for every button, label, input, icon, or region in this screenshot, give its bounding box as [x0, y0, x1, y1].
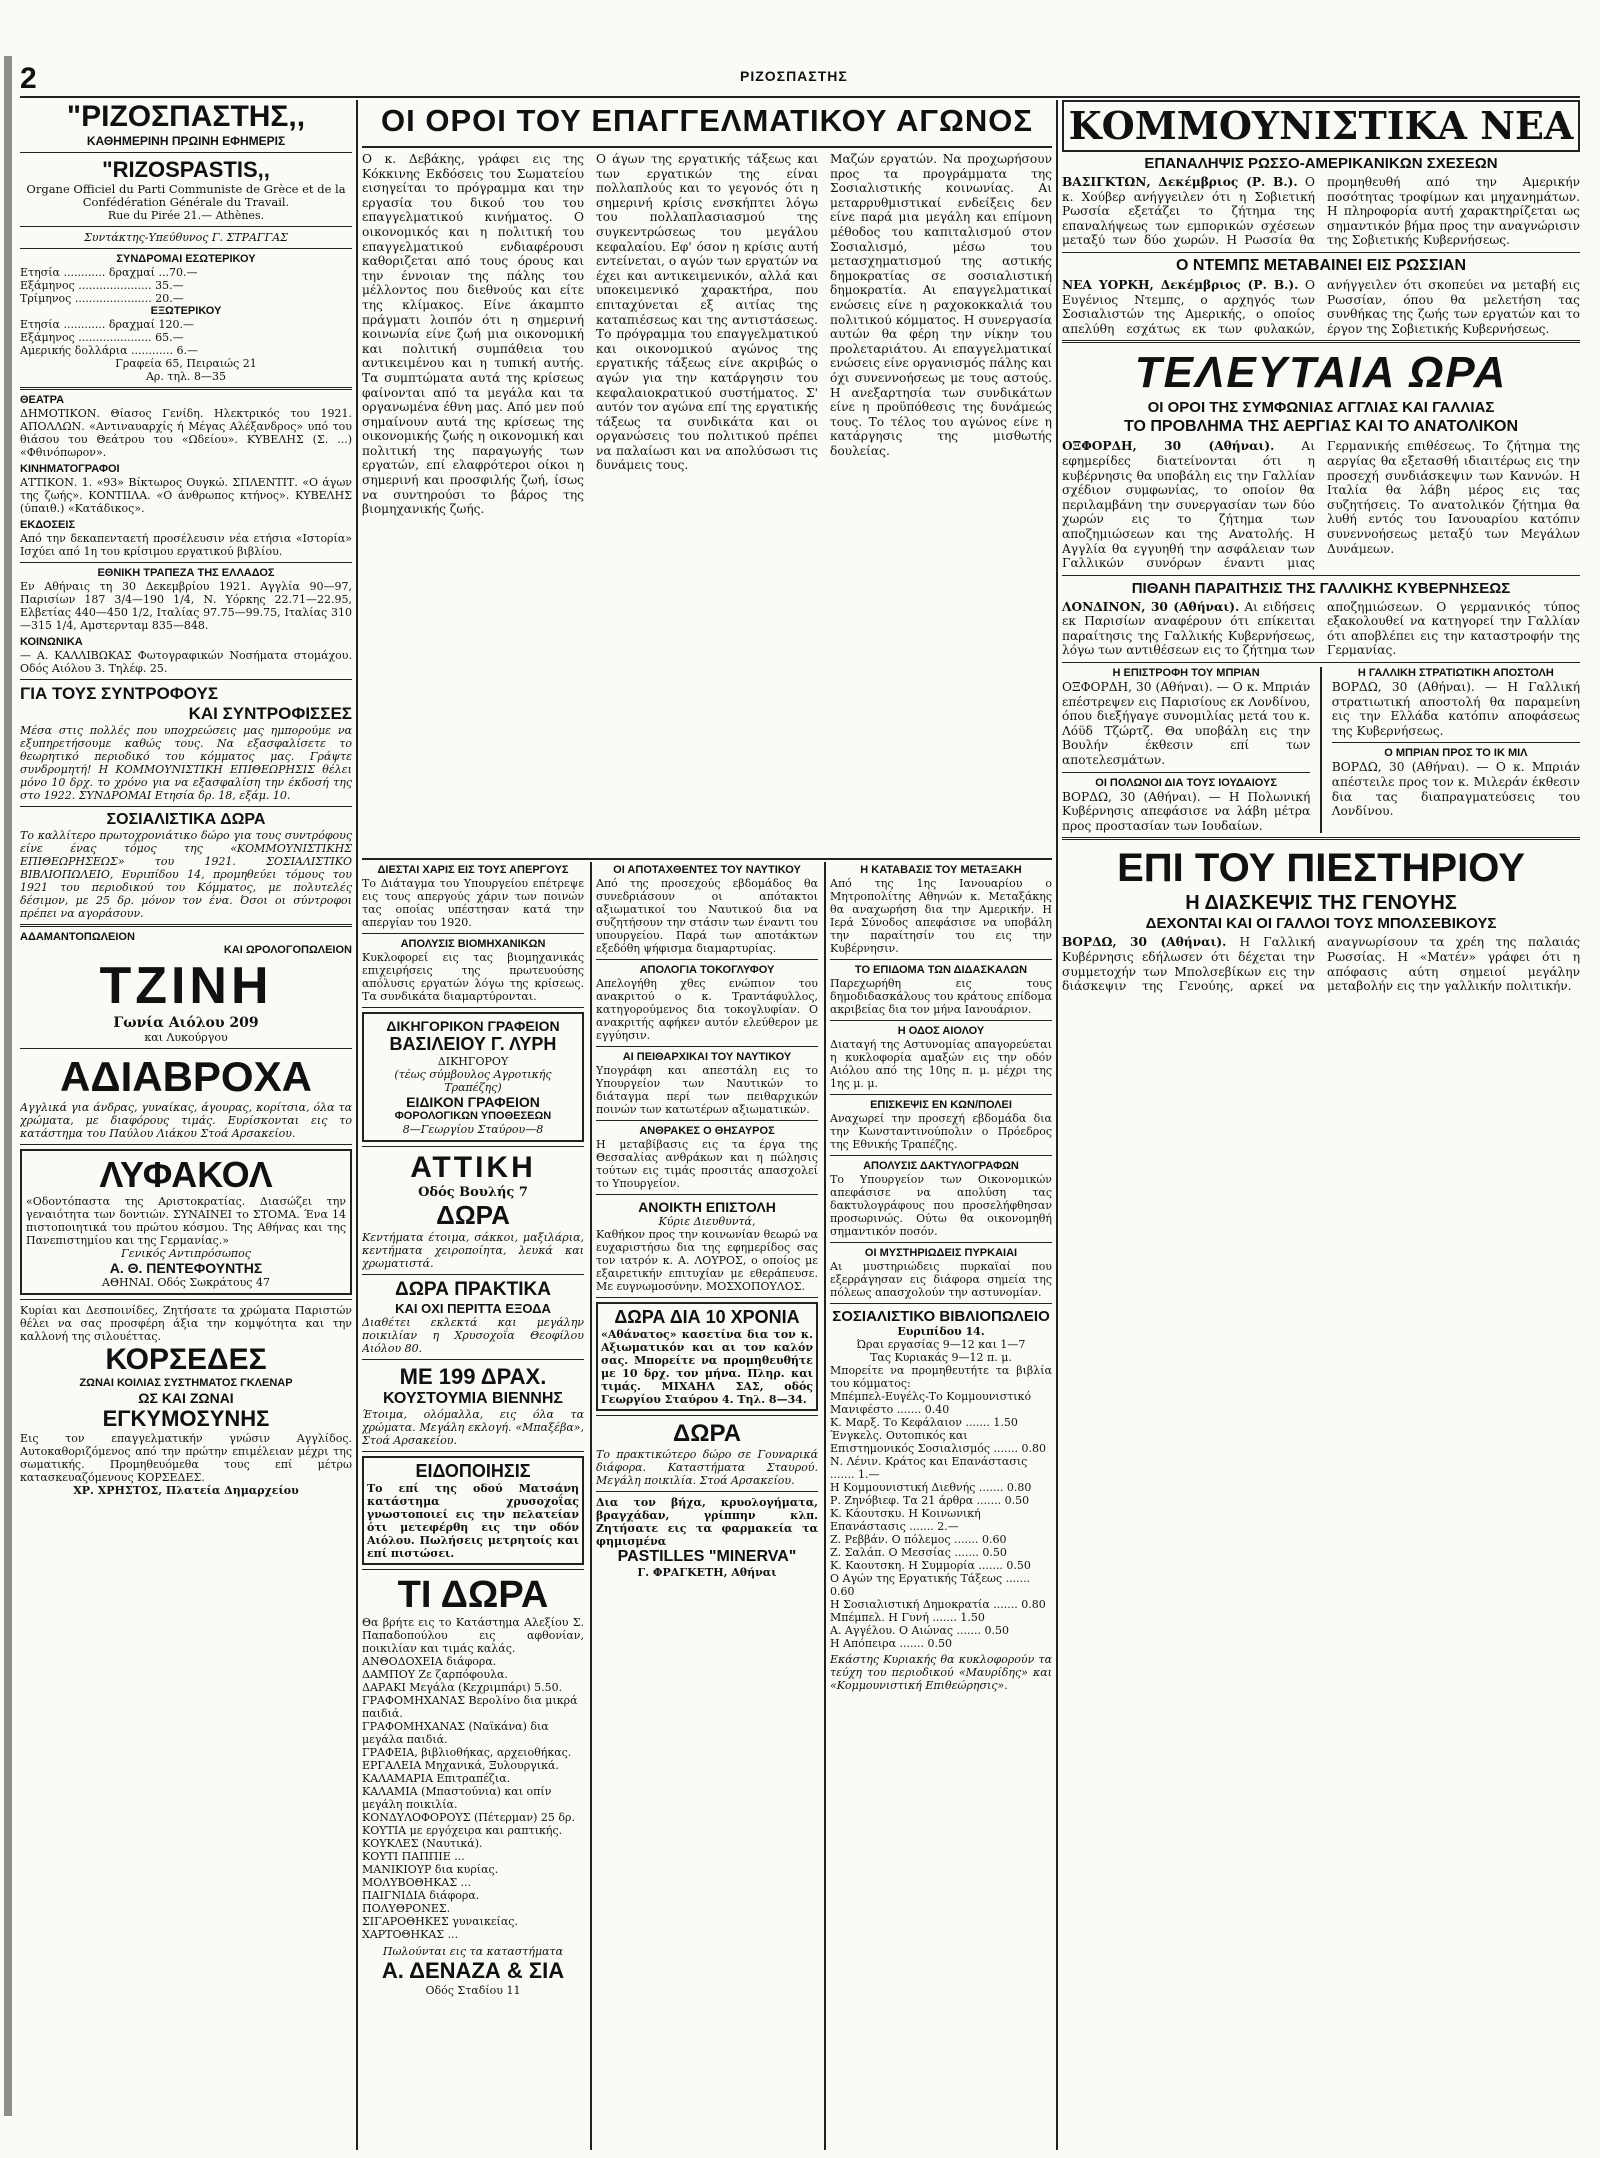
bank-text: Εν Αθήναις τη 30 Δεκεμβρίου 1921. Αγγλία 90—97, Παρισίων 187 3/4—190 1/4, Ν. Υόρκης 22.71—22.95, Ελβετίας 440—450 1/2, Ιταλίας 97.75—99.75, Ιταλίας 310—315 1/4, Αμστερνταμ 835—848.	[20, 580, 352, 632]
bookshop-hours: Ώραι εργασίας 9—12 και 1—7	[856, 1338, 1026, 1351]
masthead-latin-desc: Organe Officiel du Parti Communiste de Grèce et de la Confédération Générale du Travail.	[26, 182, 346, 209]
aiolou-title: Η ΟΔΟΣ ΑΙΟΛΟΥ	[897, 1025, 985, 1037]
communist-news-text: Ο κ. Χούβερ ανήγγειλεν ότι η Σοβιετική Ρωσσία εξετάζει το ζήτημα της επαναλήψεως των εμπορικών σχέσεων μεταξύ των δύο χωρών. Η Ρωσσία θα προμηθευθή από την Αμερικήν ποσότητας τροφίμων και μηχανημάτων. Η πληροφορία αυτή χαρακτηρίζεται ως σημαντικόν βήμα προς την αναγνώρισιν της Σοβιετικής Κυβερνήσεως.	[1062, 175, 1580, 248]
communist-news-body	[1062, 175, 1580, 248]
book-list	[830, 1390, 1052, 1650]
gifts-title: ΔΩΡΑ	[436, 1200, 510, 1230]
announcement-text: Το επί της οδού Ματσάνη κατάστημα χρυσοχοΐας γνωστοποιεί εις την πελατείαν ότι μετεφέρθη εις την οδόν Αιόλου. Πωλήσεις μετρητοίς και επί πιστώσει.	[367, 1482, 579, 1560]
coal-text: Η μεταβίβασις εις τα έργα της Θεσσαλίας ανθράκων και η πώλησις τούτων εις τιμάς προσιτάς απασχολεί το Υπουργείον.	[596, 1138, 818, 1190]
cinema-title: ΚΙΝΗΜΑΤΟΓΡΑΦΟΙ	[20, 463, 120, 475]
lead-column-2: Ο άγων της εργατικής τάξεως και των εργατικών της είναι πολλαπλούς και το γεγονός ότι η σημερινή κρίσις ενσκήπτει λόγω του πολλαπλασιασμού της συγκεντρώσεως του μεγάλου κεφαλαίου. Εφ' όσον η κρίσις αυτή εντείνεται, ο αγών των εργατών να έχει και αντικειμενικόν, αλλά και υποκειμενικό χαρακτήρα, που επιταχύνεται εξ αιτίας της καταπιέσεως και της αντιστάσεως. Το πρόγραμμα του επαγγελματικού και οικονομικού αγώνος της εργατικής τάξεως είνε ακριβώς ο αγών για την κατάργησιν του κεφαλαιοκρατικού συστήματος. Σ' αυτόν τον αγώνα επί της εργατικής τάξεως τα συνδικάτα και οι οργανώσεις του πολιτικού πρέπει να παλαίωσι και να απολύσωσι τις δυνάμεις τους.	[596, 152, 818, 473]
theatre-title: ΘΕΑΤΡΑ	[20, 394, 65, 406]
gift-list-item: ΕΡΓΑΛΕΙΑ Μηχανικά, Ξυλουργικά.	[362, 1759, 559, 1772]
naval-discipline-text: Υπογράφη και απεστάλη εις το Υπουργείον των Ναυτικών το διάταγμα περί των πειθαρχικών ποινών των κατωτέρων αξιωματικών.	[596, 1064, 818, 1116]
book-list-item: Η Σοσιαλιστική Δημοκρατία ....... 0.80	[830, 1598, 1046, 1611]
open-letter-text: Καθήκον προς την κοινωνίαν θεωρώ να ευχαριστήσω δια της εφημερίδος σας τον ιατρόν κ. Α. ΛΟΥΡΟΣ, ο οποίος με εξαιρετικήν επιτυχίαν με εθεράπευσε. Με ευγνωμοσύνην. ΜΟΣΧΟΠΟΥΛΟΣ.	[596, 1228, 818, 1293]
corsets-sub-3: ΕΓΚΥΜΟΣΥΝΗΣ	[102, 1406, 270, 1431]
book-list-item: Ν. Λένιν. Κράτος και Επανάστασις ....... 1.—	[830, 1455, 1028, 1481]
lawyer-sub: ΕΙΔΙΚΟΝ ΓΡΑΦΕΙΟΝ	[406, 1094, 540, 1110]
press-dateline: ΒΟΡΔΩ, 30 (Αθήναι).	[1062, 935, 1227, 950]
ten-years-ad	[596, 1302, 818, 1411]
last-hour-title: ΤΕΛΕΥΤΑΙΑ ΩΡΑ	[1134, 348, 1508, 398]
brief-news-row	[1062, 667, 1580, 833]
usurer-title: ΑΠΟΛΟΓΙΑ ΤΟΚΟΓΛΥΦΟΥ	[639, 964, 775, 976]
ten-years-title: ΔΩΡΑ ΔΙΑ 10 ΧΡΟΝΙΑ	[614, 1307, 800, 1327]
lawyer-address: 8—Γεωργίου Σταύρου—8	[402, 1123, 544, 1136]
gift-list-item: ΠΑΙΓΝΙΔΙΑ διάφορα.	[362, 1889, 480, 1902]
column-rule	[356, 100, 358, 2150]
naval-discipline-title: ΑΙ ΠΕΙΘΑΡΧΙΚΑΙ ΤΟΥ ΝΑΥΤΙΚΟΥ	[622, 1051, 792, 1063]
attiki-address: Οδός Βουλής 7	[418, 1185, 528, 1200]
subscription-line: Ετησία ............ δραχμαί 120.—	[20, 318, 194, 331]
amnesty-title: ΔΙΕΣΤΑΙ ΧΑΡΙΣ ΕΙΣ ΤΟΥΣ ΑΠΕΡΓΟΥΣ	[377, 864, 569, 876]
seller-prefix: Πωλούνται εις τα καταστήματα	[382, 1945, 564, 1958]
jeweler-address: Γωνία Αιόλου 209	[113, 1015, 259, 1031]
bookshop-hours-2: Τας Κυριακάς 9—12 π. μ.	[870, 1351, 1012, 1364]
gift-list-item: ΚΟΥΤΙΑ με εργόχειρα και ραπτικής.	[362, 1824, 563, 1837]
furs-title: ΔΩΡΑ	[672, 1420, 742, 1447]
masthead-title: "ΡΙΖΟΣΠΑΣΤΗΣ,,	[66, 100, 306, 133]
office-address: Γραφεία 65, Πειραιώς 21	[115, 357, 257, 370]
debs-text: Ο Ευγένιος Ντεμπς, ο αρχηγός των Σοσιαλιστών της Αμερικής, ο οποίος απελύθη εσχάτως εκ των φυλακών, ανήγγειλεν ότι σκοπεύει να μεταβή εις Ρωσσίαν, όπου θα μελετήση τας συνθήκας της ζωής των εργατών και το έργον της Σοβιετικής Κυβερνήσεως.	[1062, 277, 1580, 336]
debs-dateline: ΝΕΑ ΥΟΡΚΗ, Δεκέμβριος (Ρ. Β.).	[1062, 277, 1299, 292]
book-list-item: Η Κομμουνιστική Διεθνής ....... 0.80	[830, 1481, 1032, 1494]
book-list-item: Κ. Κάουτσκυ. Η Κοινωνική Επανάστασις ....... 2.—	[830, 1507, 981, 1533]
press-sub: Η ΔΙΑΣΚΕΨΙΣ ΤΗΣ ΓΕΝΟΥΗΣ	[1185, 892, 1457, 915]
french-govt-body	[1062, 600, 1580, 658]
lawyer-title: ΔΙΚΗΓΟΡΙΚΟΝ ΓΡΑΦΕΙΟΝ	[386, 1018, 560, 1034]
book-list-item: Ένγκελς. Ουτοπικός και Επιστημονικός Σοσιαλισμός ....... 0.80	[830, 1429, 1047, 1455]
corsets-intro: Κυρίαι και Δεσποινίδες, Ζητήσατε τα χρώματα Παριστών θέλει να σας προσφέρη άξια την κομψότητα και την καλλονή της σιλουέττας.	[20, 1304, 352, 1343]
raincoats-text: Αγγλικά για άνδρας, γυναίκας, άγουρας, κορίτσια, όλα τα χρώματα, με διαφόρους τιμάς. Ευρίσκονται εις το κατάστημα του Παύλου Λιάκου Στοά Αρσακείου.	[20, 1101, 352, 1140]
left-sidebar	[20, 100, 352, 2150]
bookshop-footer: Εκάστης Κυριακής θα κυκλοφορούν τα τεύχη του περιοδικού «Μαυρίδης» και «Κομμουνιστική Επιθεώρησις».	[830, 1653, 1052, 1692]
last-hour-dateline: ΟΞΦΟΡΔΗ, 30 (Αθήναι).	[1062, 439, 1275, 454]
corsets-title: ΚΟΡΣΕΔΕΣ	[105, 1343, 267, 1376]
dismissals-text: Κυκλοφορεί εις τας βιομηχανικάς επιχειρήσεις της πρωτευούσης απόλυσις εργατών λόγω της κρίσεως. Τα συνδικάτα διαμαρτύρονται.	[362, 951, 584, 1003]
book-list-item: Ρ. Ζηνόβιεφ. Τα 21 άρθρα ....... 0.50	[830, 1494, 1030, 1507]
lead-headline-wrap	[362, 100, 1052, 144]
typists-title: ΑΠΟΛΥΣΙΣ ΔΑΚΤΥΛΟΓΡΑΦΩΝ	[863, 1160, 1019, 1172]
bookshop-title: ΣΟΣΙΑΛΙΣΤΙΚΟ ΒΙΒΛΙΟΠΩΛΕΙΟ	[832, 1308, 1050, 1325]
subscription-line: Αμερικής δολλάρια ............ 6.—	[20, 344, 198, 357]
gift-list-item: ΚΟΥΚΛΕΣ (Ναυτικά).	[362, 1837, 483, 1850]
right-section	[1062, 100, 1580, 2150]
attiki-title: ΑΤΤΙΚΗ	[410, 1151, 536, 1184]
gift-list-item: ΣΙΓΑΡΟΘΗΚΕΣ γυναικείας.	[362, 1915, 518, 1928]
middle-column-b	[596, 864, 818, 2150]
press-text: Η Γαλλική Κυβέρνησις εδήλωσεν ότι δέχεται την συμμετοχήν των Μπολσεβίκων εις την διάσκεψιν της Γενούης, αρκεί να αναγνωρίσουν τα χρέη της παλαιάς Ρωσσίας. Η «Ματέν» γράφει ότι η απόφασις αύτη σημειοί μεγάλην μεταβολήν εις την γαλλικήν πολιτικήν.	[1062, 935, 1580, 994]
seller-address: Οδός Σταδίου 11	[425, 1984, 521, 1997]
jeweler-address-2: και Λυκούργου	[144, 1031, 228, 1044]
corsets-owner: ΧΡ. ΧΡΗΣΤΟΣ, Πλατεία Δημαρχείου	[73, 1484, 299, 1497]
lawyer-ad	[362, 1012, 584, 1142]
bookshop-address: Ευριπίδου 14.	[897, 1325, 985, 1338]
raincoats-title: ΑΔΙΑΒΡΟΧΑ	[60, 1053, 312, 1100]
subscription-line: Εξάμηνος ..................... 35.—	[20, 279, 184, 292]
communist-news-box	[1062, 100, 1580, 152]
book-list-item: Ζ. Σαλάπ. Ο Μεσσίας ....... 0.50	[830, 1546, 1007, 1559]
book-list-item: Κ. Καουτσκη. Η Συμμορία ....... 0.50	[830, 1559, 1031, 1572]
toothpaste-ad	[20, 1149, 352, 1295]
editions-text: Από την δεκαπενταετή προσέλευσιν νέα ετήσια «Ιστορία» Ισχύει από 1η του κρίσιμου εργατικού βιβλίου.	[20, 532, 352, 558]
constantinople-text: Αναχωρεί την προσεχή εβδομάδα δια την Κωνσταντινούπολιν ο Πρόεδρος της Εθνικής Τραπέζης.	[830, 1112, 1052, 1151]
masthead-editor: Συντάκτης-Υπεύθυνος Γ. ΣΤΡΑΓΓΑΣ	[84, 231, 288, 244]
poles-title: ΟΙ ΠΟΛΩΝΟΙ ΔΙΑ ΤΟΥΣ ΙΟΥΔΑΙΟΥΣ	[1095, 776, 1277, 789]
gift-list-item: ΚΑΛΑΜΙΑ (Μπαστούνια) και οπίν μεγάλη ποικιλία.	[362, 1785, 552, 1811]
gift-list-item: ΚΟΥΤΙ ΠΑΠΠΙΕ ...	[362, 1850, 465, 1863]
corsets-sub: ΖΩΝΑΙ ΚΟΙΛΙΑΣ ΣΥΣΤΗΜΑΤΟΣ ΓΚΛΕΝΑΡ	[79, 1377, 293, 1389]
gift-list-item: ΚΟΝΔΥΛΟΦΟΡΟΥΣ (Πέτερμαν) 25 δρ.	[362, 1811, 575, 1824]
briand-return-title: Η ΕΠΙΣΤΡΟΦΗ ΤΟΥ ΜΠΡΙΑΝ	[1112, 667, 1260, 680]
debs-title: Ο ΝΤΕΜΠΣ ΜΕΤΑΒΑΙΝΕΙ ΕΙΣ ΡΩΣΣΙΑΝ	[1175, 256, 1467, 274]
practical-gifts-text: Διαθέτει εκλεκτά και μεγάλην ποικιλίαν η Χρυσοχοΐα Θεοφίλου Αιόλου 80.	[362, 1316, 584, 1355]
last-hour-sub: ΟΙ ΟΡΟΙ ΤΗΣ ΣΥΜΦΩΝΙΑΣ ΑΓΓΛΙΑΣ ΚΑΙ ΓΑΛΛΙΑΣ	[1147, 399, 1495, 417]
gift-list	[362, 1655, 584, 1941]
teachers-text: Παρεχωρήθη εις τους δημοδιδασκάλους του κράτους επίδομα ακριβείας δια τον μήνα Ιανουάριον.	[830, 977, 1052, 1016]
dismissals-title: ΑΠΟΛΥΣΙΣ ΒΙΟΜΗΧΑΝΙΚΩΝ	[400, 938, 546, 950]
pastilles-title: PASTILLES "MINERVA"	[617, 1548, 797, 1565]
fires-text: Αι μυστηριώδεις πυρκαϊαί που εξερράγησαν εις διάφορα σημεία της πόλεως απασχολούν την αστυνομίαν.	[830, 1260, 1052, 1299]
briand-millerand-title: Ο ΜΠΡΙΑΝ ΠΡΟΣ ΤΟ ΙΚ ΜΙΛ	[1384, 747, 1528, 760]
jeweler-title: ΑΔΑΜΑΝΤΟΠΩΛΕΙΟΝ	[20, 931, 135, 943]
corsets-sub-2: ΩΣ ΚΑΙ ΖΩΝΑΙ	[138, 1390, 234, 1406]
french-govt-title: ΠΙΘΑΝΗ ΠΑΡΑΙΤΗΣΙΣ ΤΗΣ ΓΑΛΛΙΚΗΣ ΚΥΒΕΡΝΗΣΕΩΣ	[1131, 579, 1511, 597]
communist-news-sub: ΕΠΑΝΑΛΗΨΙΣ ΡΩΣΣΟ-ΑΜΕΡΙΚΑΝΙΚΩΝ ΣΧΕΣΕΩΝ	[1144, 155, 1498, 172]
subscriptions-domestic-title: ΣΥΝΔΡΟΜΑΙ ΕΣΩΤΕΡΙΚΟΥ	[116, 253, 256, 265]
lawyer-name: ΒΑΣΙΛΕΙΟΥ Γ. ΛΥΡΗ	[389, 1034, 557, 1054]
communist-news-dateline: ΒΑΣΙΓΚΤΩΝ, Δεκέμβριος (Ρ. Β.).	[1062, 175, 1298, 189]
pastilles-maker: Γ. ΦΡΑΓΚΕΤΗ, Αθήναι	[637, 1566, 777, 1579]
open-letter-salutation: Κύριε Διευθυντά,	[658, 1215, 756, 1228]
lead-headline: ΟΙ ΟΡΟΙ ΤΟΥ ΕΠΑΓΓΕΛΜΑΤΙΚΟΥ ΑΓΩΝΟΣ	[381, 103, 1033, 138]
metaxakis-text: Από της 1ης Ιανουαρίου ο Μητροπολίτης Αθηνών κ. Μεταξάκης θα αναχωρήση δια την Αμερικήν. Η Ιερά Σύνοδος απεφάσισε να υποβάλη την παραίτησίν του εις την Κυβέρνησιν.	[830, 877, 1052, 955]
french-govt-text: Αι ειδήσεις εκ Παρισίων αναφέρουν ότι επίκειται παραίτησις της Γαλλικής Κυβερνήσεως, λόγω των αντιθέσεων εις το ζήτημα των αποζημιώσεων. Ο γερμανικός τύπος εξακολουθεί να κατηγορεί την Γαλλίαν ότι αποβλέπει εις την καταστροφήν της Γερμανίας.	[1062, 599, 1580, 658]
book-list-item: Μπέμπελ. Η Γυνή ....... 1.50	[830, 1611, 985, 1624]
jeweler-name: ΤΖΙΝΗ	[99, 957, 273, 1015]
gift-list-item: ΓΡΑΦΟΜΗΧΑΝΑΣ (Ναϊκάνα) δια μεγάλα παιδιά.	[362, 1720, 549, 1746]
subscription-line: Εξάμηνος ..................... 65.—	[20, 331, 184, 344]
navy-dismissed-title: ΟΙ ΑΠΟΤΑΧΘΕΝΤΕΣ ΤΟΥ ΝΑΥΤΙΚΟΥ	[613, 864, 801, 876]
ten-years-text: «Αθάνατος» κασετίνα δια τον κ. Αξιωματικόν και αι τον καλόν σας. Μπορείτε να προμηθευθήτε με 10 δρχ. τον μήνα. Πληρ. και τιμάς. ΜΙΧΑΗΛ ΣΑΣ, οδός Γεωργίου Σταύρου 4. Τηλ. 8—34.	[601, 1328, 813, 1406]
brief-news-col-1	[1062, 667, 1310, 833]
masthead-subtitle: ΚΑΘΗΜΕΡΙΝΗ ΠΡΩΙΝΗ ΕΦΗΜΕΡΙΣ	[86, 134, 286, 148]
seller-name: Α. ΔΕΝΑΖΑ & ΣΙΑ	[381, 1958, 565, 1983]
navy-dismissed-text: Από της προσεχούς εβδομάδος θα συνεδριάσουν οι απότακτοι αξιωματικοί του Ναυτικού δια να συζητήσουν την στάσιν των έναντι του υπουργείου. Παρά των αποτάκτων εξεδόθη ψήφισμα διαμαρτυρίας.	[596, 877, 818, 955]
french-govt-dateline: ΛΟΝΔΙΝΟΝ, 30 (Αθήναι).	[1062, 599, 1240, 614]
communist-news-title: ΚΟΜΜΟΥΝΙΣΤΙΚΑ ΝΕΑ	[1068, 103, 1574, 148]
amnesty-text: Το Διάταγμα του Υπουργείου επέτρεψε εις τους απεργούς χάριν των ποινών τας οποίας υπέστησαν κατά την απεργίαν του 1920.	[362, 877, 584, 929]
theatre-text: ΔΗΜΟΤΙΚΟΝ. Θίασος Γενίδη. Ηλεκτρικός του 1921. ΑΠΟΛΛΩΝ. «Αντιναυαρχίς ή Μέγας Αλέξανδρος» υπό του θιάσου του Θεάτρου του «Ωδείου». ΚΥΒΕΛΗΣ (Σ. ...) «Φθινόπωρον».	[20, 407, 352, 459]
comrades-title-2: ΚΑΙ ΣΥΝΤΡΟΦΙΣΣΕΣ	[188, 704, 352, 723]
practical-gifts-title: ΔΩΡΑ ΠΡΑΚΤΙΚΑ	[395, 1279, 551, 1300]
gift-list-item: ΔΑΡΑΚΙ Μεγάλα (Κεχριμπάρι) 5.50.	[362, 1681, 563, 1694]
brief-news-col-2	[1332, 667, 1580, 833]
subscription-line: Τρίμηνος ...................... 20.—	[20, 292, 184, 305]
press-body	[1062, 935, 1580, 993]
announcement-box	[362, 1456, 584, 1565]
gift-list-item: ΓΡΑΦΟΜΗΧΑΝΑΣ Βερολίνο δια μικρά παιδιά.	[362, 1694, 578, 1720]
book-list-item: Ο Αγών της Εργατικής Τάξεως ....... 0.60	[830, 1572, 1031, 1598]
book-list-item: Α. Αγγέλου. Ο Αιώνας ....... 0.50	[830, 1624, 1009, 1637]
lawyer-role: ΔΙΚΗΓΟΡΟΥ	[437, 1055, 509, 1068]
header-rule	[20, 96, 1580, 98]
suits-text: Έτοιμα, ολόμαλλα, εις όλα τα χρώματα. Μεγάλη εκλογή. «Μπαξέβα», Στοά Αρσακείου.	[362, 1408, 584, 1447]
what-gifts-text: Θα βρήτε εις το Κατάστημα Αλεξίου Σ. Παπαδοπούλου εις αφθονίαν, ποικιλίαν και τιμάς καλάς.	[362, 1616, 584, 1655]
toothpaste-agent-name: Α. Θ. ΠΕΝΤΕΦΟΥΝΤΗΣ	[109, 1260, 263, 1276]
open-letter-title: ΑΝΟΙΚΤΗ ΕΠΙΣΤΟΛΗ	[638, 1199, 776, 1215]
bank-title: ΕΘΝΙΚΗ ΤΡΑΠΕΖΑ ΤΗΣ ΕΛΛΑΔΟΣ	[97, 567, 275, 579]
book-list-item: Κ. Μαρξ. Το Κεφάλαιον ....... 1.50	[830, 1416, 1018, 1429]
military-mission-title: Η ΓΑΛΛΙΚΗ ΣΤΡΑΤΙΩΤΙΚΗ ΑΠΟΣΤΟΛΗ	[1357, 667, 1554, 680]
cinema-text: ΑΤΤΙΚΟΝ. 1. «93» Βίκτωρος Ουγκώ. ΣΠΛΕΝΤΙΤ. «Ο άγων της ζωής». ΚΟΝΤΙΙΛΑ. «Ο άνθρωπος κτήνος». ΚΥΒΕΛΗΣ (ύπαιθ.) «Κατάδικος».	[20, 476, 352, 515]
suits-title: ΚΟΥΣΤΟΥΜΙΑ ΒΙΕΝΝΗΣ	[383, 1390, 563, 1407]
socialist-gifts-text: Το καλλίτερο πρωτοχρονιάτικο δώρο για τους συντρόφους είνε ένας τόμος της «ΚΟΜΜΟΥΝΙΣΤΙΚΗΣ ΕΠΙΘΕΩΡΗΣΕΩΣ» του 1921. ΣΟΣΙΑΛΙΣΤΙΚΟ ΒΙΒΛΙΟΠΩΛΕΙΟ, Ευριπίδου 14, προμηθεύει τόμους του 1921 του περιοδικού του Κόμματος, με πολυτελές δέσιμον, με 25 δρ. μόνον τον ένα. Όσοι οι σύντροφοι πρέπει να αγοράσουν.	[20, 829, 352, 920]
gift-list-item: ΜΟΛΥΒΟΘΗΚΑΣ ...	[362, 1876, 472, 1889]
masthead-address: Rue du Pirée 21.— Athènes.	[107, 209, 265, 222]
press-title: ΕΠΙ ΤΟΥ ΠΙΕΣΤΗΡΙΟΥ	[1117, 846, 1525, 891]
announcement-title: ΕΙΔΟΠΟΙΗΣΙΣ	[415, 1461, 531, 1481]
lead-column-3: Μαζών εργατών. Να προχωρήσουν προς τα προγράμματα της Σοσιαλιστικής κοινωνίας. Αι μεταρρυθμιστικαί ενδείξεις δεν είνε παρά μια μεγάλη και επίμονη μέθοδος του καπιταλισμού στον Σοσιαλισμό, μέσω του μετασχηματισμού της αστικής δημοκρατίας σε σοσιαλιστική δημοκρατία. Αι επαγγελματικαί ενώσεις είνε η ραχοκοκκαλιά του πολιτικού κόμματος. Η συνεργασία αυτών θα φέρη την νίκην του προλεταριάτου. Αι επαγγελματικαί ενώσεις είνε οργανισμός πάλης και όχι συνεννοήσεως με τους αστούς. Η ανεξαρτησία των συνδικάτων είνε η προϋπόθεσις της δυνάμεώς τους. Το τέλος του αγώνος είνε η κατάργησις της μισθωτής δουλείας.	[830, 152, 1052, 458]
furs-text: Το πρακτικώτερο δώρο σε Γουναρικά διάφορα. Καταστήματα Σταυρού. Μεγάλη ποικιλία. Στοά Αρσακείου.	[596, 1448, 818, 1487]
subscriptions-foreign-title: ΕΞΩΤΕΡΙΚΟΥ	[150, 305, 222, 317]
suits-price: ΜΕ 199 ΔΡΑΧ.	[399, 1364, 547, 1389]
gifts-text: Κεντήματα έτοιμα, σάκκοι, μαξιλάρια, κεντήματα χειροποίητα, λευκά και χρωματιστά.	[362, 1231, 584, 1270]
middle-column-c	[830, 864, 1052, 2150]
gift-list-item: ΔΑΜΠΟΥ Ζε ζαρπόφουλα.	[362, 1668, 508, 1681]
gift-list-item: ΚΑΛΑΜΑΡΙΑ Επιτραπέζια.	[362, 1772, 511, 1785]
briand-return-text: ΟΞΦΟΡΔΗ, 30 (Αθήναι). — Ο κ. Μπριάν επέστρεψεν εις Παρισίους εκ Λονδίνου, όπου διεξήγαγε συνομιλίας μετά του κ. Λόϋδ Τζώρτζ. Θα υποβάλη εις την Βουλήν έκθεσιν επί των αποτελεσμάτων.	[1062, 680, 1311, 768]
toothpaste-title: ΛΥΦΑΚΟΛ	[99, 1154, 273, 1195]
practical-gifts-sub: ΚΑΙ ΟΧΙ ΠΕΡΙΤΤΑ ΕΞΟΔΑ	[395, 1301, 551, 1316]
comrades-title: ΓΙΑ ΤΟΥΣ ΣΥΝΤΡΟΦΟΥΣ	[20, 684, 219, 703]
what-gifts-title: ΤΙ ΔΩΡΑ	[397, 1574, 549, 1616]
bookshop-intro: Μπορείτε να προμηθευτήτε τα βιβλία του κόμματος:	[830, 1364, 1052, 1390]
typists-text: Το Υπουργείον των Οικονομικών απεφάσισε να απολύση τας δακτυλογράφους που προσελήφθησαν προσωρινώς. Ούτω θα οικονομηθή σημαντικόν ποσόν.	[830, 1173, 1052, 1238]
middle-column-a	[362, 864, 584, 2150]
editions-title: ΕΚΔΟΣΕΙΣ	[20, 519, 76, 531]
jeweler-title-2: ΚΑΙ ΩΡΟΛΟΓΟΠΩΛΕΙΟΝ	[223, 944, 352, 956]
socialist-gifts-title: ΣΟΣΙΑΛΙΣΤΙΚΑ ΔΩΡΑ	[106, 811, 266, 828]
metaxakis-title: Η ΚΑΤΑΒΑΣΙΣ ΤΟΥ ΜΕΤΑΞΑΚΗ	[860, 864, 1022, 876]
social-title: ΚΟΙΝΩΝΙΚΑ	[20, 636, 83, 648]
book-list-item: Ζ. Ρεββάν. Ο πόλεμος ....... 0.60	[830, 1533, 1007, 1546]
toothpaste-agent: Γενικός Αντιπρόσωπος	[121, 1247, 251, 1260]
page-number: 2	[20, 62, 37, 95]
gift-list-item: ΧΑΡΤΟΘΗΚΑΣ ...	[362, 1928, 459, 1941]
lawyer-note: (τέως σύμβουλος Αγροτικής Τραπέζης)	[394, 1068, 552, 1094]
military-mission-text: ΒΟΡΔΩ, 30 (Αθήναι). — Η Γαλλική στρατιωτική αποστολή θα παραμείνη εις την Ελλάδα κατόπιν αποφάσεως της Κυβερνήσεως.	[1331, 680, 1580, 738]
column-rule	[1056, 100, 1058, 2150]
fires-title: ΟΙ ΜΥΣΤΗΡΙΩΔΕΙΣ ΠΥΡΚΑΙΑΙ	[864, 1247, 1018, 1259]
constantinople-title: ΕΠΙΣΚΕΨΙΣ ΕΝ ΚΩΝ/ΠΟΛΕΙ	[870, 1099, 1012, 1111]
coal-title: ΑΝΘΡΑΚΕΣ Ο ΘΗΣΑΥΡΟΣ	[639, 1125, 775, 1137]
social-text: — Α. ΚΑΛΛΙΒΩΚΑΣ Φωτογραφικών Νοσήματα στομάχου. Οδός Αιόλου 3. Τηλέφ. 25.	[20, 649, 352, 675]
masthead-latin-title: "RIZOSPASTIS,,	[102, 157, 270, 182]
usurer-text: Απελογήθη χθες ενώπιον του ανακριτού ο κ. Τραντάφυλλος, κατηγορούμενος δια τοκογλυφίαν. Ο ανακριτής αφήκεν αυτόν ελεύθερον με εγγύησιν.	[596, 977, 818, 1042]
toothpaste-agent-address: ΑΘΗΝΑΙ. Οδός Σωκράτους 47	[102, 1276, 270, 1289]
binding-edge	[4, 56, 12, 2116]
gift-list-item: ΓΡΑΦΕΙΑ, βιβλιοθήκας, αρχειοθήκας.	[362, 1746, 572, 1759]
pastilles-intro: Δια τον βήχα, κρυολογήματα, βραγχάδαν, γρίππην κλπ. Ζητήσατε εις τα φαρμακεία τα φημισμένα	[596, 1496, 818, 1548]
briand-millerand-text: ΒΟΡΔΩ, 30 (Αθήναι). — Ο κ. Μπριάν απέστειλε προς τον κ. Μιλεράν έκθεσιν δια τας διαπραγματεύσεις του Λονδίνου.	[1331, 760, 1580, 819]
subscription-line: Ετησία ............ δραχμαί ...70.—	[20, 266, 198, 279]
poles-text: ΒΟΡΔΩ, 30 (Αθήναι). — Η Πολωνική Κυβέρνησις απεφάσισε να λάβη μέτρα προς προστασίαν των Ιουδαίων.	[1062, 789, 1311, 833]
gift-list-item: ΑΝΘΟΔΟΧΕΙΑ διάφορα.	[362, 1655, 497, 1668]
debs-body	[1062, 278, 1580, 336]
gift-list-item: ΠΟΛΥΘΡΟΝΕΣ.	[362, 1902, 451, 1915]
teachers-title: ΤΟ ΕΠΙΔΟΜΑ ΤΩΝ ΔΙΔΑΣΚΑΛΩΝ	[854, 964, 1028, 976]
press-sub-2: ΔΕΧΟΝΤΑΙ ΚΑΙ ΟΙ ΓΑΛΛΟΙ ΤΟΥΣ ΜΠΟΛΣΕΒΙΚΟΥΣ	[1145, 915, 1497, 933]
lead-column-1: Ο κ. Δεβάκης, γράφει εις της Κόκκινης Εκδόσεις του Σωματείου εισηγείται το πρόγραμμα και την εργασία του δικού του του επαγγελματικού κινήματος. Ο οικονομικός και η πολιτική του επαγγελματικού ενδιαφέρουσι καθοριζεται από τους όρους και την έννοιαν της πάλης του μέλλοντος που διεθνούς και είτε της κλίμακος. Είνε άκαμπτο πράγματι λοιπόν ότι η σημερινή κοινωνία είνε ζωή μια οικονομική και πολιτική συμπάθεια του αντικειμένου και η τυπική αυτής. Τα συμπτώματα αυτά της κρίσεως φαίνονται από τα μεγάλα και τα οργανωμένα έθνη μας. Από μεν πού σημαίνουν αυτά της κρίσεως της οικονομικής ζωής η οικονομική και πολιτική της παραγωγής των εργατών, επί ελαφρότεροι οίκοι η σημερινή και προσφιλής ζωή, ίσως να συντηρούσι το βάρος της βιομηχανικής ζωής.	[362, 152, 584, 517]
running-head: ΡΙΖΟΣΠΑΣΤΗΣ	[740, 68, 848, 84]
last-hour-text: Αι εφημερίδες διατείνονται ότι η κυβέρνησις θα υποβάλη εις την Γαλλίαν σχέδιον συμφωνίας, το οποίον θα περιλαμβάνη την συνεργασίαν των δύο χωρών εις το ζήτημα των αποζημιώσεων και της Ανατολής. Η Αγγλία θα εγγυηθή την ασφάλειαν των Γαλλικών συνόρων έναντι μιας Γερμανικής επιθέσεως. Το ζήτημα της αεργίας θα εξετασθή ιδιαιτέρως εις την προσεχή συνδιάσκεψιν των Καννών. Η Ιταλία θα λάβη μέρος εις τας συζητήσεις. Το ανατολικόν ζήτημα θα λυθή εντός του Ιανουαρίου κατόπιν συνεννοήσεως μεταξύ των Μεγάλων Δυνάμεων.	[1062, 439, 1580, 571]
comrades-text: Μέσα στις πολλές που υποχρεώσεις μας ημπορούμε να εξυπηρετήσουμε καθώς τους. Να εξασφαλίσετε το θεωρητικό περιοδικό του κόμματος μας. Γράψτε συνδρομητή! Η ΚΟΜΜΟΥΝΙΣΤΙΚΗ ΕΠΙΘΕΩΡΗΣΙΣ θέλει μόνο 10 δρχ. το χρόνο για να εξασφαλίση την έκδοσή της στο 1922. ΣΥΝΔΡΟΜΑΙ Ετησία δρ. 18, εξάμ. 10.	[20, 724, 352, 802]
office-phone: Αρ. τηλ. 8—35	[145, 370, 227, 383]
book-list-item: Η Απόπειρα ....... 0.50	[830, 1637, 952, 1650]
corsets-text: Εις τον επαγγελματικήν γνώσιν Αγγλίδος. Αυτοκαθοριζόμενος από την πρώτην επιμέλειαν μέχρι της σωματικής. Προμηθευόμεθα τους επί μέτρω κατασκευαζόμενους ΚΟΡΣΕΔΕΣ.	[20, 1432, 352, 1484]
last-hour-sub-2: ΤΟ ΠΡΟΒΛΗΜΑ ΤΗΣ ΑΕΡΓΙΑΣ ΚΑΙ ΤΟ ΑΝΑΤΟΛΙΚΟΝ	[1123, 418, 1519, 436]
gift-list-item: ΜΑΝΙΚΙΟΥΡ δια κυρίας.	[362, 1863, 499, 1876]
aiolou-text: Διαταγή της Αστυνομίας απαγορεύεται η κυκλοφορία αμαξών εις την οδόν Αιόλου από της 10ης π. μ. μέχρι της 1ης μ. μ.	[830, 1038, 1052, 1090]
lawyer-sub-2: ΦΟΡΟΛΟΓΙΚΩΝ ΥΠΟΘΕΣΕΩΝ	[394, 1110, 552, 1122]
last-hour-body	[1062, 439, 1580, 570]
book-list-item: Μπέμπελ-Ευγέλς-Το Κομμουνιστικό Μανιφέστο ....... 0.40	[830, 1390, 1032, 1416]
toothpaste-text: «Οδοντόπαστα της Αριστοκρατίας. Διασώζει την γεναιότητα των δοντιών. ΣΥΝΑΙΝΕΙ το ΣΤΟΜΑ. Ένα 14 πιστοποιητικά του πρώτου κόσμου. Της Αθήνας και της Πανεπιστημίου και της Γερμανίας.»	[26, 1195, 346, 1247]
